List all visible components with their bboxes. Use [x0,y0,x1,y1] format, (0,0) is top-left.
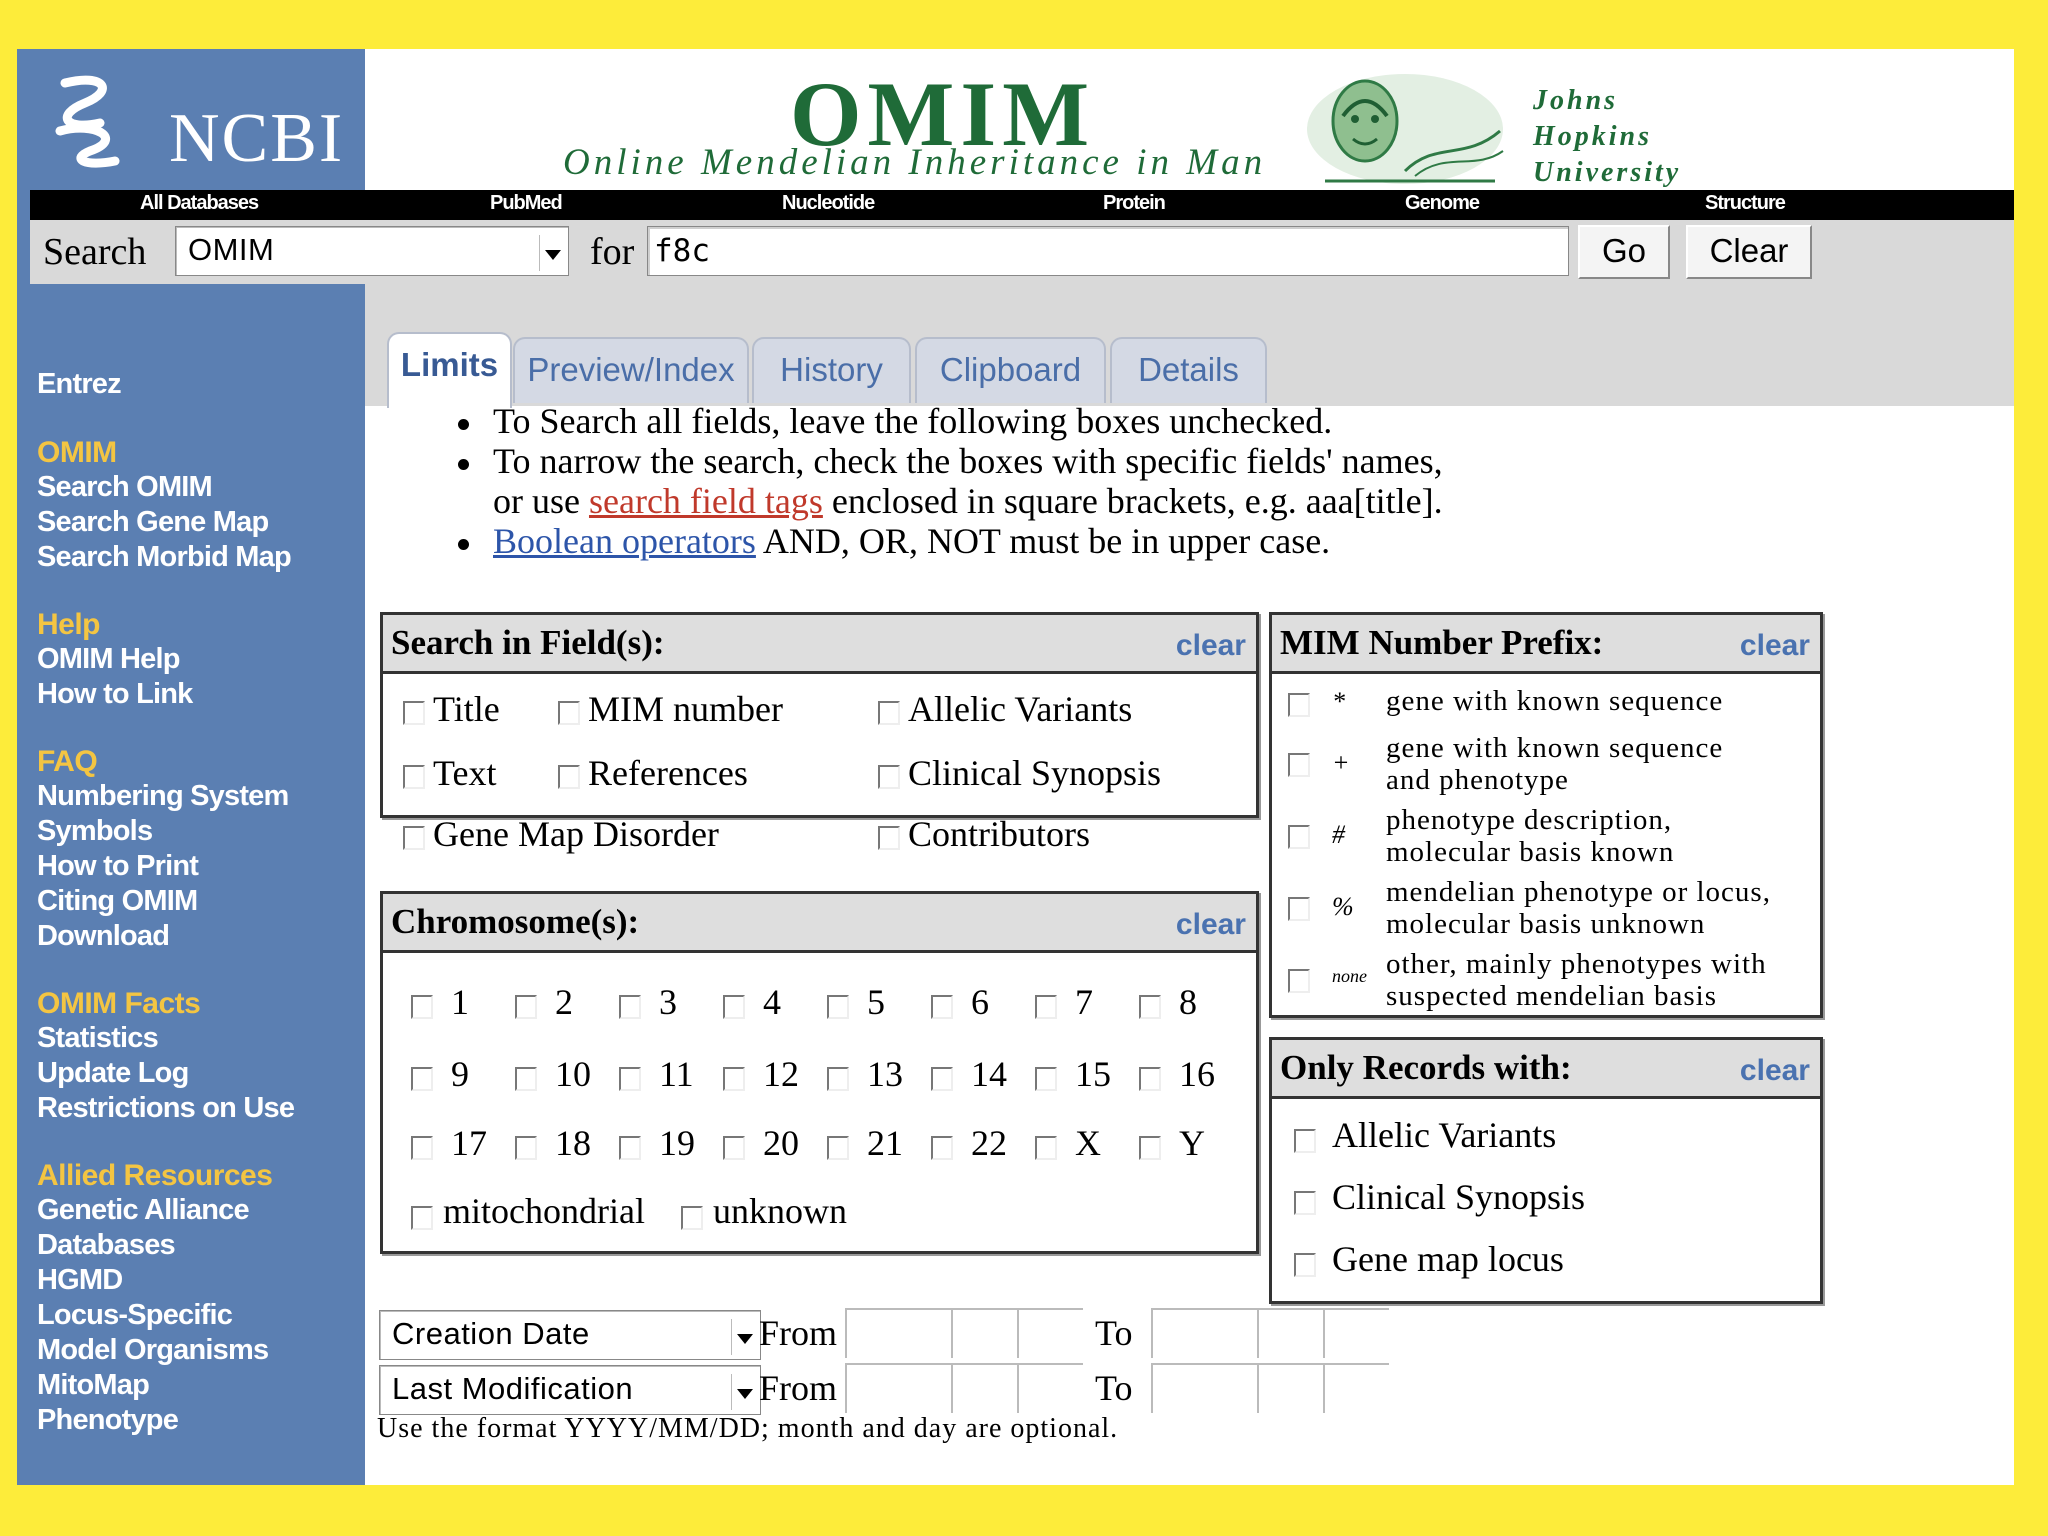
sidebar-item-symbols[interactable]: Symbols [37,815,153,847]
select-value: Last Modification [392,1371,634,1406]
prefix-line: and phenotype [1386,764,1569,796]
creation-to-month-input[interactable] [1257,1308,1323,1358]
to-label: To [1095,1313,1133,1353]
sidebar-heading-help[interactable]: Help [37,608,101,641]
search-input[interactable] [647,226,1569,276]
checkbox-label: 6 [971,982,989,1022]
checkbox-label: 10 [555,1054,591,1094]
checkbox-label: MIM number [588,689,783,729]
checkbox-chromosome-1[interactable] [411,995,433,1019]
checkbox-text[interactable] [403,765,425,789]
checkbox-label: 20 [763,1123,799,1163]
checkbox-chromosome-19[interactable] [619,1136,641,1160]
checkbox-label: Y [1179,1123,1205,1163]
checkbox-label: 21 [867,1123,903,1163]
checkbox-label: 13 [867,1054,903,1094]
chromosome-clear-link[interactable]: clear [1175,908,1246,941]
creation-date-select[interactable] [379,1310,761,1360]
prefix-line: gene with known sequence [1386,732,1724,764]
prefix-line: mendelian phenotype or locus, [1386,876,1771,908]
db-link-nucleotide[interactable]: Nucleotide [782,192,875,214]
search-input-value: f8c [654,233,710,269]
instruction-text: or use [493,481,589,521]
checkbox-chromosome-13[interactable] [827,1067,849,1091]
checkbox-chromosome-5[interactable] [827,995,849,1019]
ncbi-logo-text: NCBI [169,100,345,177]
checkbox-label: 17 [451,1123,487,1163]
chromosome-panel-title: Chromosome(s): [391,902,640,941]
checkbox-prefix-percent[interactable] [1288,897,1310,921]
from-label: From [759,1368,838,1408]
omim-banner [365,49,2014,194]
chevron-down-icon [731,1374,756,1410]
modification-to-day-input[interactable] [1323,1363,1389,1413]
db-link-all-databases[interactable]: All Databases [140,192,259,214]
database-bar [30,190,2014,220]
prefix-symbol: % [1332,892,1354,921]
chromosome-panel [380,891,1259,1254]
omim-title[interactable]: OMIM [790,63,1096,165]
checkbox-chromosome-16[interactable] [1139,1067,1161,1091]
sidebar-item-locus-specific[interactable]: Locus-Specific [37,1299,233,1331]
checkbox-label: 18 [555,1123,591,1163]
database-select[interactable] [175,226,569,276]
checkbox-label: mitochondrial [443,1191,645,1231]
instruction-item-continued [437,481,1637,521]
checkbox-unknown[interactable] [681,1206,703,1230]
mckusick-portrait-icon [1305,71,1505,186]
prefix-line: suspected mendelian basis [1386,980,1718,1012]
jhu-line-3: University [1533,157,1682,188]
checkbox-chromosome-9[interactable] [411,1067,433,1091]
modification-to-month-input[interactable] [1257,1363,1323,1413]
prefix-line: other, mainly phenotypes with [1386,948,1767,980]
omim-subtitle: Online Mendelian Inheritance in Man [563,142,1267,183]
checkbox-label: 9 [451,1054,469,1094]
checkbox-label: References [588,753,748,793]
records-panel-header [1272,1040,1820,1099]
db-link-genome[interactable]: Genome [1405,192,1480,214]
sidebar-nav [37,367,357,1471]
checkbox-label: 11 [659,1054,694,1094]
records-panel [1269,1037,1823,1304]
checkbox-chromosome-17[interactable] [411,1136,433,1160]
last-modification-select[interactable] [379,1365,761,1415]
from-label: From [759,1313,838,1353]
checkbox-references[interactable] [558,765,580,789]
fields-panel [380,612,1259,854]
sidebar-item-phenotype[interactable]: Phenotype [37,1404,179,1436]
checkbox-label: 5 [867,982,885,1022]
sidebar-item-statistics[interactable]: Statistics [37,1022,158,1054]
checkbox-chromosome-2[interactable] [515,995,537,1019]
checkbox-clinical-synopsis[interactable] [878,765,900,789]
checkbox-chromosome-7[interactable] [1035,995,1057,1019]
checkbox-label: Gene map locus [1332,1239,1564,1279]
checkbox-label: 12 [763,1054,799,1094]
checkbox-label: Clinical Synopsis [1332,1177,1586,1217]
db-link-pubmed[interactable]: PubMed [490,192,562,214]
creation-from-month-input[interactable] [951,1308,1017,1358]
go-button[interactable]: Go [1578,225,1670,279]
to-label: To [1095,1368,1133,1408]
checkbox-label: Clinical Synopsis [908,753,1162,793]
instruction-text: AND, OR, NOT must be in upper case. [755,521,1331,561]
sidebar-heading-allied-resources[interactable]: Allied Resources [37,1159,273,1192]
tab-history[interactable]: History [752,337,911,403]
sidebar-item-search-omim[interactable]: Search OMIM [37,471,212,503]
checkbox-chromosome-10[interactable] [515,1067,537,1091]
checkbox-records-clinical-synopsis[interactable] [1294,1191,1316,1215]
sidebar-item-how-to-link[interactable]: How to Link [37,678,193,710]
prefix-line: phenotype description, [1386,804,1673,836]
sidebar-item-how-to-print[interactable]: How to Print [37,850,199,882]
checkbox-chromosome-21[interactable] [827,1136,849,1160]
prefix-description [1386,685,1723,717]
checkbox-chromosome-22[interactable] [931,1136,953,1160]
for-label: for [590,231,635,273]
creation-from-year-input[interactable] [845,1308,951,1358]
checkbox-label: 16 [1179,1054,1215,1094]
sidebar-item-update-log[interactable]: Update Log [37,1057,189,1089]
chromosome-panel-header [383,894,1256,953]
records-clear-link[interactable]: clear [1739,1054,1810,1087]
instruction-item [437,401,1637,441]
checkbox-label: X [1075,1123,1101,1163]
records-panel-title: Only Records with: [1280,1048,1572,1087]
prefix-clear-link[interactable]: clear [1739,629,1810,662]
db-link-structure[interactable]: Structure [1705,192,1785,214]
tab-details[interactable]: Details [1110,337,1267,403]
sidebar-item-entrez[interactable]: Entrez [37,368,121,400]
checkbox-mim-number[interactable] [558,701,580,725]
checkbox-prefix-hash[interactable] [1288,825,1310,849]
fields-panel-title: Search in Field(s): [391,623,665,662]
sidebar-item-search-morbid-map[interactable]: Search Morbid Map [37,541,291,573]
instruction-text: To Search all fields, leave the following boxes unchecked. [493,401,1333,441]
search-bar [30,220,2014,284]
modification-from-day-input[interactable] [1017,1363,1083,1413]
checkbox-chromosome-6[interactable] [931,995,953,1019]
checkbox-label: 14 [971,1054,1007,1094]
prefix-panel [1269,612,1823,1018]
prefix-line: molecular basis unknown [1386,908,1706,940]
jhu-logo[interactable] [1533,83,1681,191]
prefix-description [1386,876,1771,940]
tab-limits[interactable]: Limits [387,332,512,408]
checkbox-label: 4 [763,982,781,1022]
checkbox-label: Gene Map Disorder [433,814,719,854]
prefix-symbol: * [1332,687,1345,716]
checkbox-chromosome-12[interactable] [723,1067,745,1091]
prefix-description [1386,804,1674,868]
checkbox-title[interactable] [403,701,425,725]
checkbox-label: unknown [713,1191,847,1231]
clear-button[interactable]: Clear [1686,225,1812,279]
prefix-line: molecular basis known [1386,836,1675,868]
checkbox-allelic-variants[interactable] [878,701,900,725]
instruction-text: To narrow the search, check the boxes with specific fields' names, [493,441,1443,481]
checkbox-gene-map-disorder[interactable] [403,826,425,850]
tab-preview-index[interactable]: Preview/Index [513,337,749,403]
sidebar-heading-omim[interactable]: OMIM [37,436,117,469]
prefix-line: gene with known sequence [1386,685,1724,717]
checkbox-label: 2 [555,982,573,1022]
prefix-symbol: + [1332,748,1350,777]
fields-clear-link[interactable]: clear [1175,629,1246,662]
sidebar-item-omim-help[interactable]: OMIM Help [37,643,180,675]
instruction-item [437,521,1637,561]
prefix-panel-header [1272,615,1820,674]
prefix-symbol: none [1332,966,1367,986]
tab-clipboard[interactable]: Clipboard [915,337,1106,403]
date-format-note: Use the format YYYY/MM/DD; month and day are optional. [377,1413,1119,1444]
prefix-panel-title: MIM Number Prefix: [1280,623,1604,662]
db-link-protein[interactable]: Protein [1103,192,1165,214]
database-select-value: OMIM [188,232,275,267]
modification-from-year-input[interactable] [845,1363,951,1413]
jhu-line-1: Johns [1533,85,1619,116]
checkbox-records-allelic-variants[interactable] [1294,1129,1316,1153]
chevron-down-icon [731,1319,756,1355]
modification-from-month-input[interactable] [951,1363,1017,1413]
instruction-item [437,441,1637,481]
prefix-description [1386,948,1767,1012]
select-value: Creation Date [392,1316,590,1351]
sidebar-item-download[interactable]: Download [37,920,170,952]
sidebar-item-model-organisms[interactable]: Model Organisms [37,1334,269,1366]
checkbox-chromosome-8[interactable] [1139,995,1161,1019]
checkbox-label: Title [433,689,500,729]
instruction-text: enclosed in square brackets, e.g. aaa[title]. [822,481,1443,521]
checkbox-chromosome-x[interactable] [1035,1136,1057,1160]
sidebar-item-citing-omim[interactable]: Citing OMIM [37,885,198,917]
sidebar-heading-faq[interactable]: FAQ [37,745,98,778]
checkbox-label: 3 [659,982,677,1022]
checkbox-label: Allelic Variants [908,689,1133,729]
sidebar-item-databases[interactable]: Databases [37,1229,175,1261]
checkbox-prefix-asterisk[interactable] [1288,693,1310,717]
checkbox-label: Allelic Variants [1332,1115,1557,1155]
checkbox-label: 7 [1075,982,1093,1022]
jhu-line-2: Hopkins [1533,121,1653,152]
checkbox-chromosome-y[interactable] [1139,1136,1161,1160]
checkbox-chromosome-4[interactable] [723,995,745,1019]
checkbox-label: 15 [1075,1054,1111,1094]
tab-strip [365,284,2014,406]
search-field-tags-link[interactable]: search field tags [588,481,823,521]
sidebar-item-search-gene-map[interactable]: Search Gene Map [37,506,269,538]
checkbox-label: 22 [971,1123,1007,1163]
ncbi-helix-icon [45,71,135,171]
checkbox-label: 8 [1179,982,1197,1022]
checkbox-records-gene-map-locus[interactable] [1294,1253,1316,1277]
sidebar-item-restrictions-on-use[interactable]: Restrictions on Use [37,1092,295,1124]
modification-to-year-input[interactable] [1151,1363,1257,1413]
fields-panel-header [383,615,1256,674]
instructions-list [437,401,1637,561]
checkbox-chromosome-14[interactable] [931,1067,953,1091]
sidebar-item-genetic-alliance[interactable]: Genetic Alliance [37,1194,249,1226]
search-label: Search [43,231,147,273]
checkbox-chromosome-3[interactable] [619,995,641,1019]
checkbox-label: 1 [451,982,469,1022]
ncbi-logo[interactable] [17,49,365,194]
prefix-symbol: # [1332,820,1345,849]
checkbox-chromosome-18[interactable] [515,1136,537,1160]
creation-to-day-input[interactable] [1323,1308,1389,1358]
sidebar-item-mitomap[interactable]: MitoMap [37,1369,149,1401]
prefix-description [1386,732,1723,796]
creation-from-day-input[interactable] [1017,1308,1083,1358]
checkbox-contributors[interactable] [878,826,900,850]
checkbox-chromosome-20[interactable] [723,1136,745,1160]
creation-to-year-input[interactable] [1151,1308,1257,1358]
boolean-operators-link[interactable]: Boolean operators [493,521,756,561]
checkbox-label: Text [433,753,497,793]
checkbox-prefix-none[interactable] [1288,969,1310,993]
sidebar-heading-omim-facts[interactable]: OMIM Facts [37,987,201,1020]
checkbox-mitochondrial[interactable] [411,1206,433,1230]
checkbox-label: 19 [659,1123,695,1163]
sidebar-item-numbering-system[interactable]: Numbering System [37,780,289,812]
checkbox-label: Contributors [908,814,1091,854]
checkbox-chromosome-15[interactable] [1035,1067,1057,1091]
checkbox-chromosome-11[interactable] [619,1067,641,1091]
omim-page [17,49,2014,1485]
chevron-down-icon [539,235,564,271]
checkbox-prefix-plus[interactable] [1288,753,1310,777]
sidebar-item-hgmd[interactable]: HGMD [37,1264,123,1296]
